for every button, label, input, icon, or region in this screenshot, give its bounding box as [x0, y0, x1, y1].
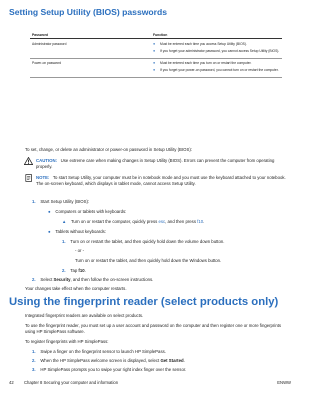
function-cell — [151, 58, 282, 77]
table-row — [30, 39, 282, 58]
password-cell: Administrator password — [30, 39, 151, 58]
note-icon — [25, 174, 33, 182]
function-item: ● Must be entered each time you access Setup Utility (BIOS). — [153, 41, 247, 46]
fp-step-1: 1. Swipe a finger on the fingerprint sensor to launch HP SimplePass. — [32, 349, 166, 354]
note-label: NOTE: — [36, 175, 50, 180]
footer-code: ENWW — [277, 380, 291, 385]
caution-label: CAUTION: — [36, 158, 58, 163]
warning-icon — [24, 157, 33, 165]
step-2: 2. Select Security, and then follow the on-screen instructions. — [32, 277, 154, 282]
tablet-substep-1b: Turn on or restart the tablet, and then quickly hold down the Windows button. — [75, 258, 222, 263]
password-cell: Power-on password — [30, 58, 151, 77]
keyboard-option: ● Computers or tablets with keyboards: — [48, 209, 127, 214]
bullet-icon: ● — [48, 229, 51, 234]
bullet-icon: ● — [48, 209, 51, 214]
caution-block — [36, 158, 291, 169]
fingerprint-title: Using the fingerprint reader (select products only) — [9, 296, 279, 308]
changes-text: Your changes take effect when the computer restarts. — [25, 286, 127, 291]
intro-text: To set, change, or delete an administrator or power-on password in Setup Utility (BIOS): — [25, 147, 192, 152]
f10-key: f10 — [78, 268, 85, 273]
function-item: ● Must be entered each time you turn on or restart the computer. — [153, 61, 252, 66]
get-started-label: Get Started — [160, 358, 184, 363]
password-table — [30, 32, 282, 78]
fp-step-3: 3. HP SimplePass prompts you to swipe your right index finger over the sensor. — [32, 367, 187, 372]
bullet-icon: ● — [153, 41, 156, 46]
function-item: ● If you forget your administrator password, you cannot access Setup Utility (BIOS). — [153, 48, 280, 53]
table-row — [30, 58, 282, 77]
table-header-function: Function — [151, 32, 282, 39]
tablet-substep-1: 1. Turn on or restart the tablet, and then quickly hold down the volume down button. — [62, 239, 225, 244]
tablet-substep-2: 2. Tap f10. — [62, 268, 86, 273]
caution-text: Use extreme care when making changes in Setup Utility (BIOS). Errors can prevent the computer from operating properly. — [36, 158, 275, 169]
footer-chapter: Chapter 8 Securing your computer and information — [24, 380, 119, 385]
bullet-icon: ● — [153, 61, 156, 66]
function-item: ● If you forget your power-on password, you cannot turn on or restart the computer. — [153, 67, 279, 72]
note-text: To start Setup Utility, your computer must be in notebook mode and you must use the keyboard attached to your notebook. The on-screen keyboard, which displays in tablet mode, cannot access Setup Utility. — [36, 175, 286, 186]
step-1: 1. Start Setup Utility (BIOS): — [32, 199, 90, 204]
bullet-icon: ● — [153, 48, 156, 53]
function-cell — [151, 39, 282, 58]
fp-step-2: 2. When the HP SimplePass welcome screen is displayed, select Get Started. — [32, 358, 185, 363]
footer-page-number: 42 — [9, 380, 14, 385]
fp-paragraph-1: Integrated fingerprint readers are available on select products. — [25, 313, 144, 318]
esc-key: esc — [158, 219, 166, 224]
keyboard-substep: ▲ Turn on or restart the computer, quickly press esc, and then press f10. — [62, 219, 205, 224]
triangle-bullet-icon: ▲ — [62, 219, 67, 224]
or-separator: - or - — [75, 248, 85, 253]
table-header-password: Password — [30, 32, 151, 39]
note-block — [36, 175, 291, 186]
bullet-icon: ● — [153, 67, 156, 72]
fp-paragraph-3: To register fingerprints with HP SimplePass: — [25, 339, 109, 344]
f10-key: f10 — [197, 219, 204, 224]
fp-paragraph-2: To use the fingerprint reader, you must set up a user account and password on the computer and then register one or more fingerprints using HP SimplePass software. — [25, 323, 282, 334]
security-label: Security — [53, 277, 71, 282]
tablet-option: ● Tablets without keyboards: — [48, 229, 106, 234]
section-title: Setting Setup Utility (BIOS) passwords — [9, 7, 168, 17]
